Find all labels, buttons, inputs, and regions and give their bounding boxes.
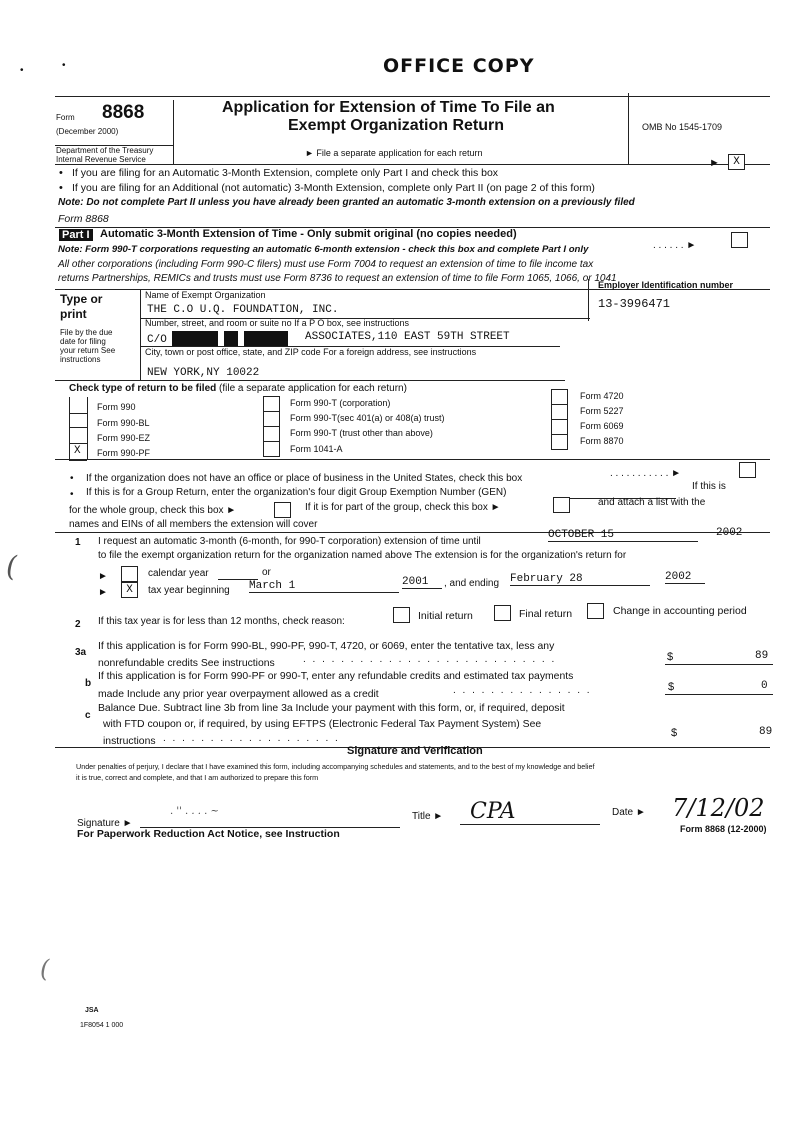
line3b-text1: If this application is for Form 990-PF or 990-T, enter any refundable credits and estimated tax payments [98,671,574,682]
line3a-text1: If this application is for Form 990-BL, 990-PF, 990-T, 4720, or 6069, enter the tentative tax, less any [98,641,555,652]
part1-title: Automatic 3-Month Extension of Time - Only submit original (no copies needed) [100,228,517,240]
attach-list-line: and attach a list with the [598,497,706,508]
type-or-label: Type or [60,292,103,306]
line3b-dollar: $ [668,681,675,693]
form-990t-trust-checkbox[interactable] [263,411,280,427]
no-office-line: If the organization does not have an office or place of business in the United States, check this box [86,473,523,484]
line3a-text2: nonrefundable credits See instructions [98,658,275,669]
tax-year-begin-field[interactable]: March 1 [249,580,399,593]
line3a-dots: . . . . . . . . . . . . . . . . . . . . . . . . . . . [303,654,557,665]
tax-year-arrow: ► [98,587,108,598]
form-990-label: Form 990 [97,402,136,412]
tax-year-checkbox[interactable]: X [121,582,138,598]
group-return-line: If this is for a Group Return, enter the organization's four digit Group Exemption Number (GEN) [86,487,507,498]
final-return-label: Final return [519,608,573,620]
names-eins-line: names and EINs of all members the extension will cover [69,519,318,530]
line3a-dollar: $ [667,651,674,663]
auto-extension-line: If you are filing for an Automatic 3-Month Extension, complete only Part I and check this box [72,167,499,179]
form-label: Form [56,113,75,122]
street-field[interactable]: ASSOCIATES,110 EAST 59TH STREET [305,331,510,343]
return-type-heading [69,383,407,394]
form-8870-checkbox[interactable] [551,434,568,450]
no-office-arrow: . . . . . . . . . . . ► [610,468,682,479]
line3a-amount[interactable]: 89 [755,650,769,662]
note-990t-dots: . . . . . . ► [653,240,697,251]
street-label: Number, street, and room or suite no If a P O box, see instructions [145,318,409,328]
part-group-line: If it is for part of the group, check this box ► [305,502,501,513]
redaction-block-3 [244,331,288,346]
form-title-1: Application for Extension of Time To File an [222,99,555,116]
street-prefix[interactable]: C/O [147,334,167,346]
line3c-dots: . . . . . . . . . . . . . . . . . . . [163,733,340,744]
org-name-label: Name of Exempt Organization [145,290,266,300]
office-copy-stamp: OFFICE COPY [383,55,535,77]
margin-mark-1: • [20,65,24,76]
tax-year-label: tax year beginning [148,585,230,596]
return-type-heading-rest: (file a separate application for each return) [219,383,407,394]
extension-until-field[interactable]: OCTOBER 15 [548,529,698,542]
perjury-line2: it is true, correct and complete, and that I am authorized to prepare this form [76,773,319,782]
omb-number: OMB No 1545-1709 [642,122,723,132]
auto-extension-checkbox[interactable]: X [728,154,745,170]
tax-year-begin-year[interactable]: 2001 [402,576,442,589]
title-handwritten[interactable]: CPA [470,799,516,824]
line3b-amount[interactable]: 0 [761,680,768,692]
jsa-label: JSA [85,1007,99,1014]
ein-field[interactable]: 13-3996471 [598,297,671,311]
bullet-auto: • [59,167,63,179]
margin-bracket-1: ( [6,550,17,583]
line3c-number: c [85,710,91,721]
form-title-2: Exempt Organization Return [288,117,505,134]
calendar-arrow: ► [98,571,108,582]
if-this-is: If this is [692,481,726,492]
file-by-due-4: instructions [60,355,101,364]
line3c-text3: instructions [103,736,156,747]
form-990t-corp-checkbox[interactable] [263,396,280,412]
change-period-checkbox[interactable] [587,603,604,619]
line3b-number: b [85,678,92,689]
whole-group-checkbox[interactable] [274,502,291,518]
form-4720-label: Form 4720 [580,391,624,401]
return-type-heading-bold: Check type of return to be filed [69,383,217,394]
form-990bl-label: Form 990-BL [97,418,150,428]
line3c-text1 [98,703,565,714]
note-part2-line2: Form 8868 [58,213,109,225]
line3b-dots: . . . . . . . . . . . . . . . [453,685,592,696]
form-990ez-label: Form 990-EZ [97,433,151,443]
line3a-number: 3a [75,647,87,658]
other-corporations-line2: returns Partnerships, REMICs and trusts must use Form 8736 to request an extension of time to file Form 1065, 1066, or 1041 [58,273,617,284]
auto-arrow: ► [709,157,720,169]
form-footer-text: Form 8868 (12-2000) [680,824,767,834]
signature-label: Signature ► [77,818,133,829]
redaction-block-1 [172,331,218,346]
part-group-checkbox[interactable] [553,497,570,513]
form-code: 1F8054 1 000 [80,1022,124,1029]
line3c-amount[interactable]: 89 [759,726,773,738]
margin-bracket-2: ( [40,955,50,983]
paperwork-notice: For Paperwork Reduction Act Notice, see Instruction [77,828,340,840]
additional-extension-line: If you are filing for an Additional (not automatic) 3-Month Extension, complete only Part II (on page 2 of this form) [72,182,595,194]
tax-year-end-year[interactable]: 2002 [665,571,705,584]
perjury-line1: Under penalties of perjury, I declare that I have examined this form, including accompanying schedules and statements, and to the best of my knowledge and belief [76,762,595,771]
form-990t-other-checkbox[interactable] [263,426,280,442]
form-990t-corp-label: Form 990-T (corporation) [290,398,391,408]
calendar-year-field[interactable] [218,568,258,580]
form-990t-other-label: Form 990-T (trust other than above) [290,428,433,438]
line3b-text2: made Include any prior year overpayment allowed as a credit [98,689,379,700]
whole-group-line: for the whole group, check this box ► [69,505,237,516]
file-by-due-3: your return See [60,346,116,355]
bullet-additional: • [59,182,63,194]
form-5227-checkbox[interactable] [551,404,568,420]
form-1041a-checkbox[interactable] [263,441,280,457]
line3c-text2: with FTD coupon or, if required, by using EFTPS (Electronic Federal Tax Payment System) See [103,719,542,730]
and-ending-label: , and ending [444,578,500,589]
tax-year-end-field[interactable]: February 28 [510,573,650,586]
form-5227-label: Form 5227 [580,406,624,416]
signature-scribble: . '' . . . . ~ [170,806,219,817]
form-990t-trust-label: Form 990-T(sec 401(a) or 408(a) trust) [290,413,445,423]
redaction-block-2 [224,331,238,346]
form-8870-label: Form 8870 [580,436,624,446]
org-name-field[interactable]: THE C.O U.Q. FOUNDATION, INC. [147,304,339,316]
calendar-year-checkbox[interactable] [121,566,138,582]
line1-text2: to file the exempt organization return for the organization named above The extension is for the organization's return for [98,550,627,561]
no-office-checkbox[interactable] [739,462,756,478]
date-handwritten[interactable]: 7/12/02 [672,794,765,822]
line2-text: If this tax year is for less than 12 months, check reason: [98,616,345,627]
or-label: or [262,567,271,578]
line2-number: 2 [75,619,81,630]
form-990pf-label: Form 990-PF [97,448,151,458]
form-date: (December 2000) [56,127,119,136]
calendar-year-label: calendar year [148,568,209,579]
form-4720-checkbox[interactable] [551,389,568,405]
ein-label: Employer Identification number [598,280,734,290]
signature-heading: Signature and Verification [347,745,483,757]
other-corporations-line1: All other corporations (including Form 990-C filers) must use Form 7004 to request an extension of time to file income tax [58,259,594,270]
file-by-due-2: date for filing [60,337,106,346]
form-footer-label [680,824,767,834]
note-990t: Note: Form 990-T corporations requesting an automatic 6-month extension - check this box and complete Part I only [58,244,589,255]
part1-label: Part I [59,229,93,241]
date-label: Date ► [612,807,646,818]
extension-until-year[interactable]: 2002 [716,527,743,539]
990t-6month-checkbox[interactable] [731,232,748,248]
print-label: print [60,307,87,321]
form-number: 8868 [102,102,145,123]
file-by-due-1: File by the due [60,328,113,337]
initial-return-label: Initial return [418,610,473,622]
margin-mark-2: • [62,60,66,71]
line1-text: I request an automatic 3-month (6-month, for 990-T corporation) extension of time until [98,536,481,547]
bullet-group: • [70,489,74,500]
line3c-text1-content: Balance Due. Subtract line 3b from line 3a Include your payment with this form, or, if required, deposit [98,703,565,714]
irs-label: Internal Revenue Service [56,155,146,164]
title-label: Title ► [412,811,444,822]
bullet-no-office: • [70,473,74,484]
note-part2-line1: Note: Do not complete Part II unless you have already been granted an automatic 3-month extension on a previously filed [58,197,635,208]
initial-return-checkbox[interactable] [393,607,410,623]
form-1041a-label: Form 1041-A [290,444,343,454]
form-6069-checkbox[interactable] [551,419,568,435]
line3c-dollar: $ [671,727,678,739]
dept-treasury: Department of the Treasury [56,146,154,155]
city-label: City, town or post office, state, and ZIP code For a foreign address, see instructions [145,347,477,357]
final-return-checkbox[interactable] [494,605,511,621]
change-period-label: Change in accounting period [613,605,747,617]
separate-application-note: ► File a separate application for each return [305,148,483,158]
form-990pf-checkbox[interactable]: X [74,445,81,457]
city-field[interactable]: NEW YORK,NY 10022 [147,367,260,379]
form-6069-label: Form 6069 [580,421,624,431]
line1-number: 1 [75,537,81,548]
